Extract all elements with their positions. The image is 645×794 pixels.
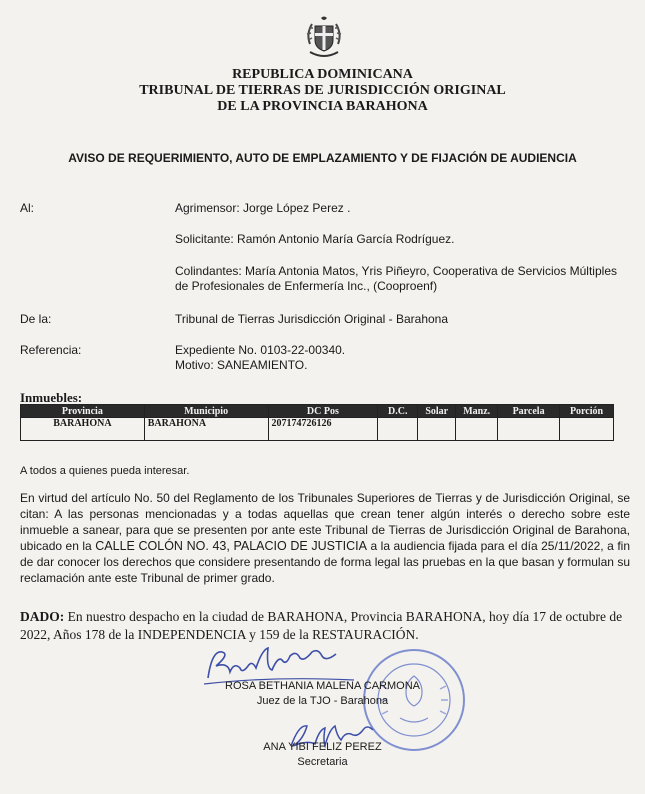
document-title: AVISO DE REQUERIMIENTO, AUTO DE EMPLAZAMIENTO Y DE FIJACIÓN DE AUDIENCIA — [68, 151, 577, 165]
column-header: DC Pos — [268, 405, 378, 418]
judge-name: ROSA BETHANIA MALENA CARMONA — [225, 680, 420, 692]
table-cell: BARAHONA — [21, 418, 145, 441]
referencia-label: Referencia: — [20, 343, 82, 357]
inmuebles-title: Inmuebles: — [20, 390, 83, 405]
motivo-line: Motivo: SANEAMIENTO. — [175, 358, 308, 372]
table-cell — [378, 418, 418, 441]
inmuebles-table — [20, 404, 614, 441]
table-cell — [498, 418, 560, 441]
coat-of-arms-icon — [300, 14, 348, 62]
secretary-name: ANA YIBI FELIZ PEREZ — [263, 741, 382, 753]
court-address: CALLE COLÓN NO. 43, PALACIO DE JUSTICIA — [95, 539, 367, 553]
table-header-row — [21, 405, 614, 418]
table-row — [21, 418, 614, 441]
expediente-line: Expediente No. 0103-22-00340. — [175, 343, 346, 357]
table-cell: BARAHONA — [144, 418, 268, 441]
solicitante-line: Solicitante: Ramón Antonio María García Rodríguez. — [175, 232, 455, 246]
column-header: Municipio — [144, 405, 268, 418]
al-label: Al: — [20, 201, 35, 215]
header-line-2: TRIBUNAL DE TIERRAS DE JURISDICCIÓN ORIGINAL — [139, 83, 506, 98]
column-header: D.C. — [378, 405, 418, 418]
table-cell — [456, 418, 498, 441]
column-header: Provincia — [21, 405, 145, 418]
body-paragraph — [20, 490, 630, 586]
de-la-value: Tribunal de Tierras Jurisdicción Original - Barahona — [175, 312, 449, 326]
greeting: A todos a quienes pueda interesar. — [20, 465, 190, 477]
body-text-2: a la audiencia fijada para el día 25/11/2022, a fin de dar conocer los derechos que considere presentando de forma legal las pruebas en la que basan y formulan su reclamación ante este Tribunal de primer grado. — [20, 539, 630, 585]
header-line-3: DE LA PROVINCIA BARAHONA — [217, 99, 428, 114]
table-cell — [418, 418, 456, 441]
body-text-1: En virtud del artículo No. 50 del Reglamento de los Tribunales Superiores de Tierras y de Jurisdicción Original, se citan: A las personas mencionadas y a todas aquellas que crean tener algún interés o derecho sobre este inmueble a sanear, para que se presenten por ante este Tribunal de Tierras de Jurisdicción Original de Barahona, ubicado en la — [20, 491, 630, 553]
table-cell — [560, 418, 614, 441]
secretary-title: Secretaria — [297, 756, 348, 768]
colindantes-line-1: Colindantes: María Antonia Matos, Yris Piñeyro, Cooperativa de Servicios Múltiples — [175, 264, 617, 278]
dado-paragraph — [20, 608, 630, 644]
dado-label: DADO: — [20, 609, 65, 624]
column-header: Parcela — [498, 405, 560, 418]
dado-text: En nuestro despacho en la ciudad de BARAHONA, Provincia BARAHONA, hoy día 17 de octubre de 2022, Años 178 de la INDEPENDENCIA y 159 de la RESTAURACIÓN. — [20, 609, 623, 642]
column-header: Manz. — [456, 405, 498, 418]
column-header: Porción — [560, 405, 614, 418]
header-line-1: REPUBLICA DOMINICANA — [232, 67, 413, 82]
column-header: Solar — [418, 405, 456, 418]
table-cell: 207174726126 — [268, 418, 378, 441]
judge-title: Juez de la TJO - Barahona — [256, 695, 389, 707]
de-la-label: De la: — [20, 312, 52, 326]
colindantes-line-2: de Profesionales de Enfermería Inc., (Cooproenf) — [175, 279, 438, 293]
agrimensor-line: Agrimensor: Jorge López Perez . — [175, 201, 351, 215]
